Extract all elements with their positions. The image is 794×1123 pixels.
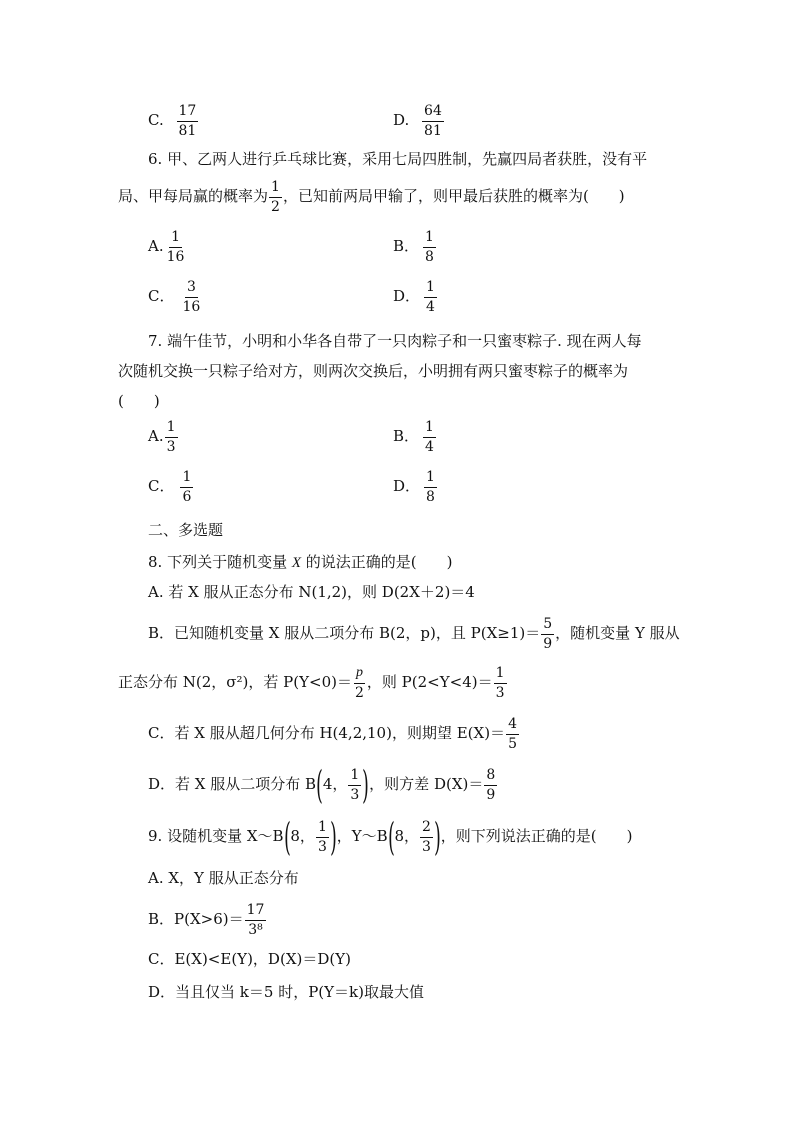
q6-option-b: [393, 230, 437, 264]
text: 的说法正确的是( ): [301, 553, 453, 571]
denominator: 16: [166, 248, 185, 265]
q9-option-b: [148, 903, 267, 937]
q8-option-b-line2: [118, 666, 508, 700]
fraction: [484, 768, 497, 802]
option-label: D．: [393, 477, 421, 496]
numerator: 1: [424, 470, 437, 488]
option-label: C．: [148, 287, 175, 306]
q7-stem-line3: ( ): [118, 392, 160, 410]
fraction: [423, 230, 436, 264]
text: ，则下列说法正确的是( ): [440, 827, 633, 845]
numerator: 17: [245, 903, 267, 921]
q7-stem-line1: 7. 端午佳节，小明和小华各自带了一只肉粽子和一只蜜枣粽子. 现在两人每: [148, 332, 642, 350]
q5-option-c: [148, 104, 199, 138]
denominator: 3: [317, 838, 327, 855]
denominator: 6: [182, 488, 192, 505]
fraction: [165, 420, 178, 454]
numerator: 64: [422, 104, 444, 122]
q6-option-d: [393, 280, 438, 314]
q7-option-a: [148, 420, 179, 454]
text: C．若 X 服从超几何分布 H(4,2,10)，则期望 E(X)＝: [148, 724, 506, 743]
right-paren: ): [329, 815, 337, 859]
fraction: [269, 180, 282, 214]
numerator: p: [354, 666, 365, 684]
denominator: 2: [271, 198, 280, 215]
numerator: 1: [494, 666, 507, 684]
text: ，则 P(2<Y<4)＝: [366, 673, 493, 692]
denominator: 3: [166, 438, 176, 455]
option-label: C.: [148, 111, 164, 130]
denominator: 9: [543, 635, 553, 652]
text: 8，: [290, 827, 315, 845]
fraction: [180, 280, 202, 314]
numerator: 1: [169, 230, 182, 248]
text: ，已知前两局甲输了，则甲最后获胜的概率为( ): [282, 187, 625, 206]
right-paren: ): [433, 815, 441, 859]
right-paren: ): [362, 763, 370, 807]
denominator: 4: [426, 298, 435, 315]
q7-option-b: [393, 420, 437, 454]
numerator: 1: [348, 768, 361, 786]
text: 4，: [322, 775, 348, 793]
q9-option-d: D．当且仅当 k＝5 时，P(Y＝k)取最大值: [148, 983, 424, 1001]
option-label: A.: [148, 237, 164, 256]
text: 8，: [394, 827, 419, 845]
denominator: 3: [495, 684, 505, 701]
denominator: 5: [508, 735, 517, 752]
numerator: 1: [423, 230, 436, 248]
numerator: 3: [185, 280, 198, 298]
numerator: 1: [424, 280, 437, 298]
q8-option-b-line1: [148, 617, 680, 651]
fraction: [424, 280, 437, 314]
denominator: 3: [350, 786, 360, 803]
denominator: 9: [486, 786, 496, 803]
q7-option-c: [148, 470, 194, 504]
denominator: 2: [354, 684, 364, 701]
q9-option-a: A. X，Y 服从正态分布: [148, 869, 299, 887]
option-label: C．: [148, 477, 175, 496]
denominator: 8: [426, 488, 435, 505]
q8-option-d: [148, 763, 498, 807]
denominator: 81: [178, 122, 197, 139]
left-paren: (: [387, 815, 395, 859]
left-paren: (: [316, 763, 323, 807]
text: ，随机变量 Y 服从: [555, 624, 680, 643]
q9-option-c: C．E(X)<E(Y)，D(X)＝D(Y): [148, 950, 351, 968]
numerator: 4: [506, 717, 519, 735]
option-label: D．: [393, 287, 421, 306]
fraction: [177, 104, 199, 138]
text: 正态分布 N(2，σ²)，若 P(Y<0)＝: [118, 673, 352, 692]
fraction: [316, 820, 329, 854]
numerator: 5: [541, 617, 554, 635]
numerator: 17: [177, 104, 199, 122]
numerator: 1: [269, 180, 282, 198]
option-label: B．: [393, 237, 420, 256]
text: D．若 X 服从二项分布 B: [148, 775, 317, 793]
denominator: 16: [182, 298, 201, 315]
denominator: 8: [425, 248, 434, 265]
text: B．已知随机变量 X 服从二项分布 B(2，p)，且 P(X≥1)＝: [148, 624, 541, 643]
text: B．P(X>6)＝: [148, 910, 244, 929]
q6-stem-line1: 6. 甲、乙两人进行乒乓球比赛，采用七局四胜制，先赢四局者获胜，没有平: [148, 150, 648, 168]
text: ，则方差 D(X)＝: [369, 775, 484, 793]
text: ，Y～B: [336, 827, 388, 845]
denominator: 3⁸: [248, 921, 263, 938]
numerator: 1: [316, 820, 329, 838]
numerator: 2: [420, 820, 433, 838]
left-paren: (: [283, 815, 291, 859]
fraction: [420, 820, 433, 854]
variable: X: [291, 555, 302, 571]
denominator: 4: [425, 438, 434, 455]
denominator: 3: [422, 838, 431, 855]
option-label: A.: [148, 427, 164, 446]
q9-stem: [148, 815, 633, 859]
numerator: 1: [165, 420, 178, 438]
fraction: [506, 717, 519, 751]
option-label: D.: [393, 111, 410, 130]
fraction: [180, 470, 193, 504]
fraction: [165, 230, 187, 264]
q6-option-c: [148, 280, 203, 314]
q8-option-a: A. 若 X 服从正态分布 N(1,2)，则 D(2X＋2)＝4: [148, 583, 475, 601]
numerator: 1: [180, 470, 193, 488]
fraction: [494, 666, 507, 700]
fraction: [422, 104, 444, 138]
option-label: B．: [393, 427, 420, 446]
q7-option-d: [393, 470, 438, 504]
fraction: [353, 666, 366, 700]
fraction: [424, 470, 437, 504]
fraction: [245, 903, 267, 937]
fraction: [348, 768, 361, 802]
text: 9. 设随机变量 X～B: [148, 827, 284, 845]
numerator: 8: [484, 768, 497, 786]
text: 8. 下列关于随机变量: [148, 553, 292, 571]
fraction: [541, 617, 554, 651]
q8-option-c: [148, 717, 520, 751]
section-heading-multiple-choice: 二、多选题: [148, 521, 224, 539]
denominator: 81: [424, 122, 442, 139]
q6-option-a: [148, 230, 187, 264]
q7-stem-line2: 次随机交换一只粽子给对方，则两次交换后，小明拥有两只蜜枣粽子的概率为: [118, 362, 629, 380]
numerator: 1: [423, 420, 436, 438]
q6-stem-line2: [118, 180, 625, 214]
text: 局、甲每局赢的概率为: [118, 187, 269, 206]
q5-option-d: [393, 104, 445, 138]
fraction: [423, 420, 436, 454]
q8-stem: [148, 555, 453, 571]
